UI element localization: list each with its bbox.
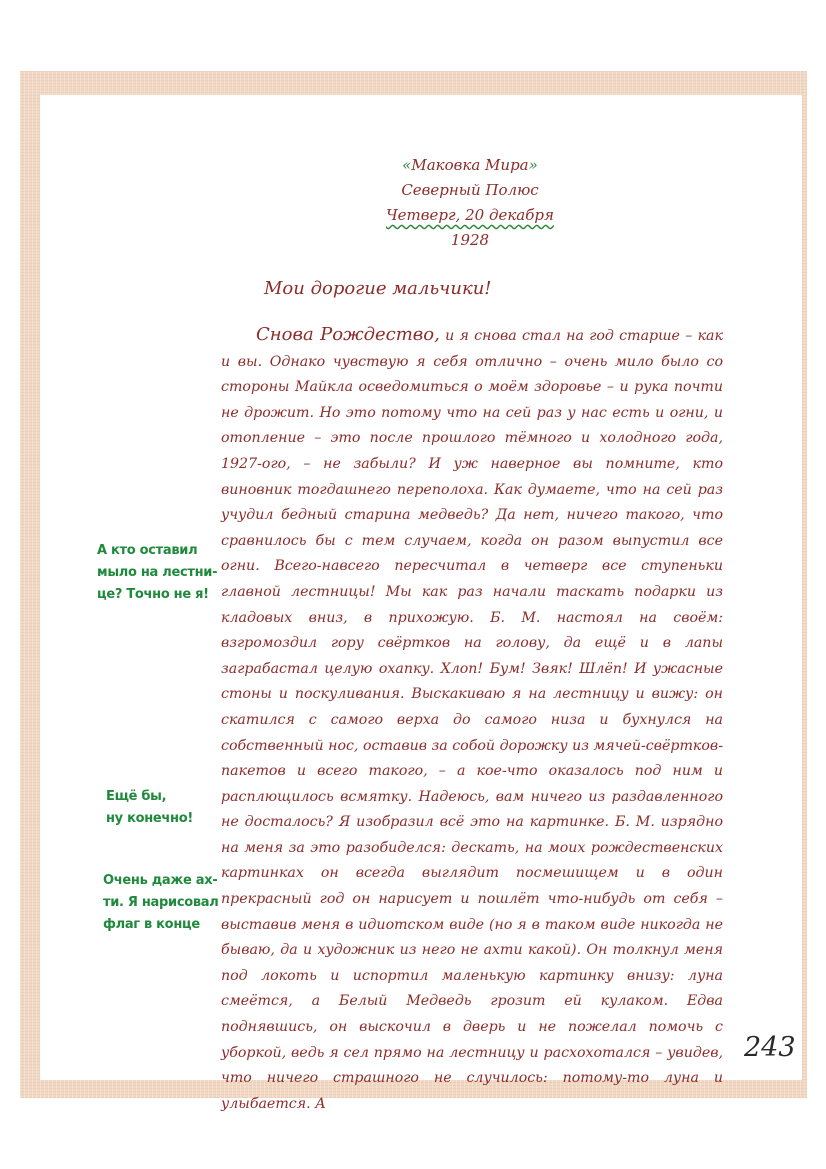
place-line bbox=[360, 153, 580, 178]
margin-note-2 bbox=[106, 786, 193, 830]
open-quote: « bbox=[402, 156, 412, 174]
note-line: ну конечно! bbox=[106, 811, 194, 826]
greeting: Мои дорогие мальчики! bbox=[264, 278, 492, 299]
note-line: мыло на лестни- bbox=[97, 565, 218, 580]
letter-header bbox=[360, 153, 580, 253]
date-line bbox=[360, 203, 580, 228]
note-line: Ещё бы, bbox=[106, 789, 167, 804]
note-line: це? Точно не я! bbox=[97, 587, 209, 602]
date-text: Четверг, 20 декабря bbox=[386, 206, 554, 224]
page-number: 243 bbox=[744, 1032, 796, 1063]
body-text: и я снова стал на год старше – как и вы. Однако чувствую я себя отлично – очень мило было со стороны Майкла осведомиться о моём здоровье – и рука почти не дрожит. Но это потому что на сей раз у нас есть и огни, и отопление – это после прошлого тёмного и холодного года, 1927-ого, – не забыли? И уж наверное вы помните, кто виновник тогдашнего переполоха. Как думаете, что на сей раз учудил бедный старина медведь? Да нет, ничего такого, что сравнилось бы с тем случаем, когда он разом выпустил все огни. Всего-навсего пересчитал в четверг все ступеньки главной лестницы! Мы как раз начали таскать подарки из кладовых вниз, в прихожую. Б. М. настоял на своём: взгромоздил гору свёртков на голову, да ещё и в лапы заграбастал целую охапку. Хлоп! Бум! Звяк! Шлёп! И ужасные стоны и поскуливания. Выскакиваю я на лестницу и вижу: он скатился с самого верха до самого низа и бухнулся на собственный нос, оставив за собой дорожку из мячей-свёртков-пакетов и всего такого, – а кое-что оказалось под ним и расплющилось всмятку. Надеюсь, вам ничего из раздавленного не досталось? Я изобразил всё это на картинке. Б. М. изрядно на меня за это разобиделся: дескать, на моих рождественских картинках он всегда выглядит посмешищем и в один прекрасный год он нарисует и пошлёт что-нибудь от себя – выставив меня в идиотском виде (но я в таком виде никогда не бываю, да и художник из него не ахти какой). Он толкнул меня под локоть и испортил маленькую картинку внизу: луна смеётся, а Белый Медведь грозит ей кулаком. Едва поднявшись, он выскочил в дверь и не пожелал помочь с уборкой, ведь я сел прямо на лестницу и расхохотался – увидев, что ничего страшного не случилось: потому-то луна и улыбается. А bbox=[221, 328, 723, 1112]
year-line: 1928 bbox=[450, 231, 490, 249]
margin-note-1 bbox=[97, 540, 217, 606]
body-paragraph bbox=[221, 322, 723, 1117]
margin-note-3 bbox=[103, 870, 218, 936]
note-line: Очень даже ах- bbox=[103, 873, 218, 888]
letter-body bbox=[221, 322, 723, 1117]
note-line: А кто оставил bbox=[97, 543, 198, 558]
body-lead: Снова Рождество, bbox=[256, 324, 440, 345]
note-line: флаг в конце bbox=[103, 917, 200, 932]
note-line: ти. Я нарисовал bbox=[103, 895, 219, 910]
place-name: Маковка Мира bbox=[411, 156, 529, 174]
close-quote: » bbox=[528, 156, 538, 174]
location-line: Северный Полюс bbox=[401, 181, 539, 199]
